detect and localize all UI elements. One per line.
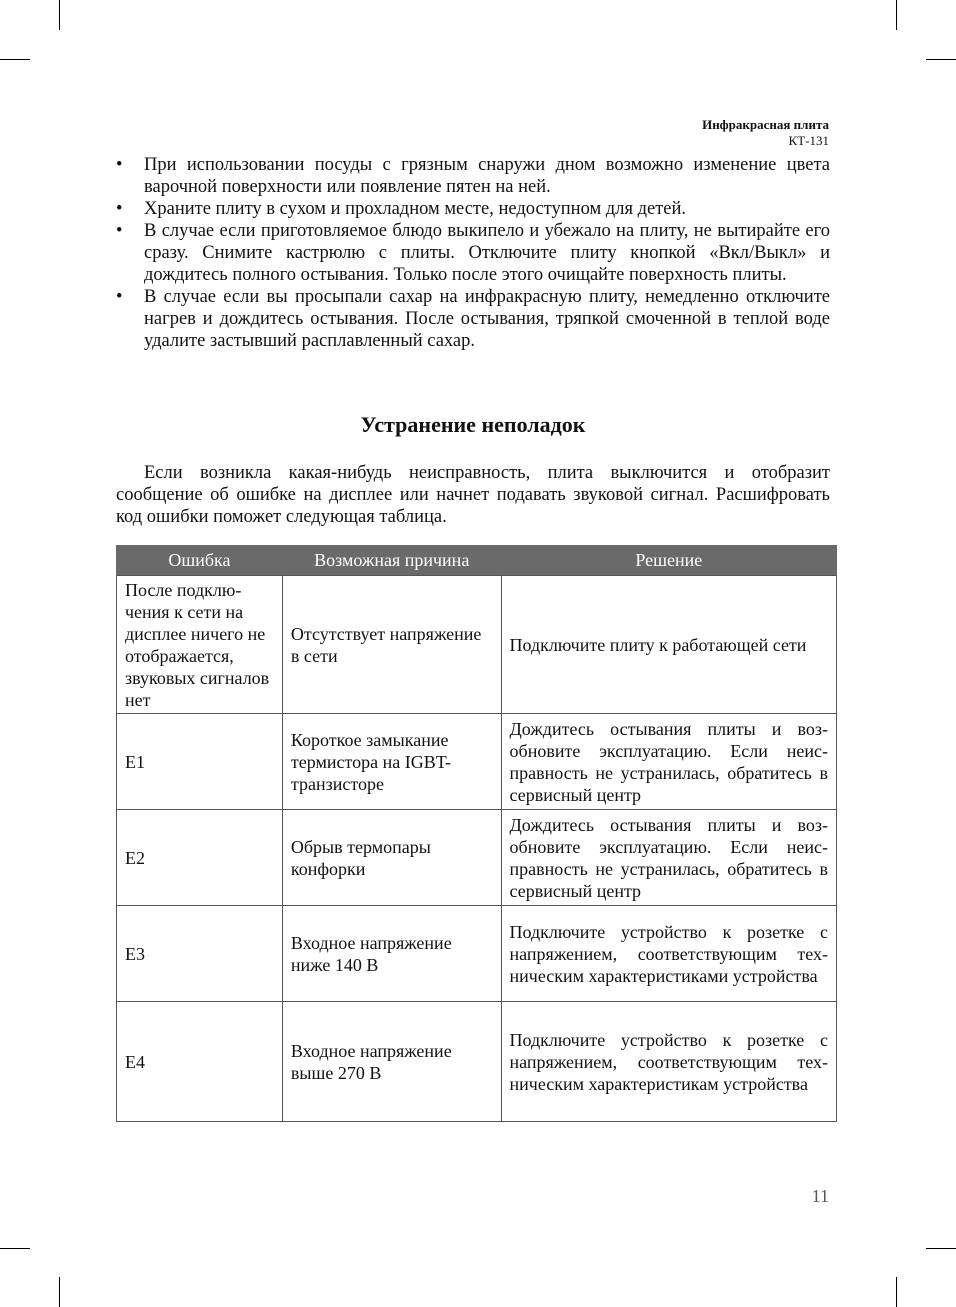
list-item-text: Храните плиту в сухом и прохладном месте, недоступном для детей. [144,199,687,219]
crop-mark [59,0,60,30]
error-cell: После подключения к сети на дисплее ничего не отображается, звуковых сигналов нет [117,576,283,714]
crop-mark [59,1277,60,1307]
list-item [116,198,830,220]
solution-cell: Дождитесь остывания плиты и возобновите эксплуатацию. Если неисправность не устранилась, обратитесь в сервисный центр [501,714,836,810]
troubleshooting-table [116,545,837,1122]
running-header [702,117,829,149]
list-item-text: В случае если приготовляемое блюдо выкипело и убежало на плиту, не вытирайте его сразу. Снимите кастрюлю с плиты. Отключите плиту кнопкой «Вкл/Выкл» и дождитесь полного остывания. Только после этого очищайте поверхность плиты. [144,221,830,285]
list-item [116,286,830,352]
cause-cell: Короткое замыкание термистора на IGBT-транзисторе [282,714,501,810]
table-row [117,810,837,906]
solution-cell: Подключите устройство к розетке с напряжением, соответствующим техническим характеристикам устройства [501,1002,836,1122]
list-item [116,154,830,198]
bullet-icon: • [116,155,123,175]
page-number: 11 [811,1186,829,1206]
error-cell: E1 [117,714,283,810]
error-cell: E2 [117,810,283,906]
crop-mark [926,1248,956,1249]
list-item-text: В случае если вы просыпали сахар на инфракрасную плиту, немедленно отключите нагрев и дождитесь остывания. После остывания, тряпкой смоченной в теплой воде удалите застывший расплавленный сахар. [144,287,830,351]
bullet-icon: • [116,287,123,307]
crop-mark [0,59,30,60]
list-item-text: При использовании посуды с грязным снаружи дном возможно изменение цвета варочной поверхности или появление пятен на ней. [144,155,830,197]
header-title: Инфракрасная плита [702,117,829,132]
bullet-list [116,154,830,352]
table-row [117,714,837,810]
bullet-icon: • [116,199,123,219]
solution-cell: Подключите плиту к работающей сети [501,576,836,714]
cause-cell: Обрыв термопары конфорки [282,810,501,906]
error-cell: E3 [117,906,283,1002]
cause-cell: Входное напряжение ниже 140 В [282,906,501,1002]
crop-mark [926,59,956,60]
table-row [117,906,837,1002]
list-item [116,220,830,286]
solution-cell: Подключите устройство к розетке с напряжением, соответствующим техническим характеристиками устройства [501,906,836,1002]
table-row [117,576,837,714]
header-model: КТ-131 [788,133,829,148]
cause-cell: Отсутствует напряжение в сети [282,576,501,714]
table-row [117,1002,837,1122]
table-header-row [117,545,837,576]
crop-mark [0,1248,30,1249]
bullet-icon: • [116,221,123,241]
column-header-error: Ошибка [117,545,283,576]
solution-cell: Дождитесь остывания плиты и возобновите эксплуатацию. Если неисправность не устранилась, обратитесь в сервисный центр [501,810,836,906]
crop-mark [896,1277,897,1307]
column-header-solution: Решение [501,545,836,576]
error-cell: E4 [117,1002,283,1122]
crop-mark [896,0,897,30]
section-title: Устранение неполадок [360,412,586,437]
intro-paragraph: Если возникла какая-нибудь неисправность, плита выключится и отобразит сообщение об ошибке на дисплее или начнет подавать звуковой сигнал. Расшифровать код ошибки поможет следующая таблица. [116,463,830,527]
column-header-cause: Возможная причина [282,545,501,576]
cause-cell: Входное напряжение выше 270 В [282,1002,501,1122]
